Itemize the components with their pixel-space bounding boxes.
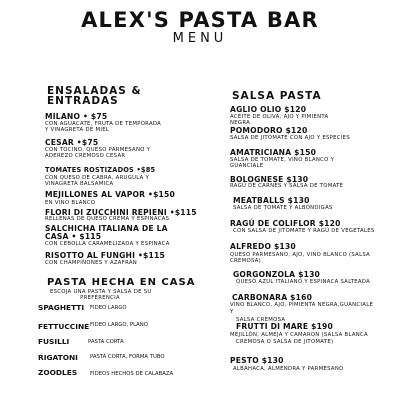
pasta-fettuccine-desc: FIDEO LARGO, PLANO — [90, 322, 148, 328]
salsa-frutti-name: FRUTTI DI MARE $190 — [236, 322, 334, 331]
pasta-spaghetti-desc: FIDEO LARGO — [90, 305, 127, 311]
item-mejillones-desc: EN VINO BLANCO — [45, 200, 96, 206]
item-flori-desc: RELLENAS DE QUESO CREMA Y ESPINACAS — [45, 216, 170, 222]
item-cesar-name: CESAR •$75 — [45, 138, 99, 147]
item-risotto-desc: CON CHAMPIÑONES Y AZAFRÁN — [45, 260, 138, 266]
salsa-meatballs-desc: SALSA DE TOMATE Y ALBÓNDIGAS — [233, 205, 333, 211]
salsa-amatriciana-desc-1: SALSA DE TOMATE, VINO BLANCO Y — [230, 157, 335, 163]
salsa-carbonara-desc-2: Y — [230, 309, 234, 315]
pasta-spaghetti-name: SPAGHETTI — [38, 303, 85, 312]
pasta-casa-intro-1: ESCOJA UNA PASTA Y SALSA DE SU — [50, 289, 152, 295]
salsa-bolognese-name: BOLOGNESE $130 — [230, 175, 309, 184]
salsa-gorgonzola-desc: QUESO AZUL ITALIANO Y ESPINACA SALTEADA — [236, 279, 371, 285]
salsa-coliflor-desc: CON SALSA DE JITOMATE Y RAGÚ DE VEGETALES — [233, 228, 375, 234]
salsa-carbonara-name: CARBONARA $160 — [232, 293, 313, 302]
item-milano-desc-2: Y VINAGRETA DE MIEL — [45, 127, 110, 133]
item-risotto-name: RISOTTO AL FUNGHI •$115 — [45, 251, 165, 260]
item-mejillones-name: MEJILLONES AL VAPOR •$150 — [45, 190, 176, 199]
pasta-zoodles-name: ZOODLES — [38, 368, 78, 377]
item-flori-name: FLORI DI ZUCCHINI REPIENI •$115 — [45, 208, 197, 217]
salsa-aglio-desc-1: ACEITE DE OLIVA, AJO Y PIMIENTA — [230, 114, 329, 120]
item-tomates-name: TOMATES ROSTIZADOS •$85 — [45, 166, 156, 174]
pasta-rigatoni-desc: PASTA CORTA, FORMA TUBO — [90, 354, 165, 360]
salsa-pomodoro-desc: SALSA DE JITOMATE CON AJO Y ESPECIES — [230, 135, 350, 141]
salsa-meatballs-name: MEATBALLS $130 — [233, 196, 310, 205]
pasta-fusilli-desc: PASTA CORTA — [88, 339, 124, 345]
item-tomates-desc-2: VINAGRETA BALSAMICA — [45, 181, 114, 187]
salsa-heading: SALSA PASTA — [232, 90, 322, 102]
pasta-rigatoni-name: RIGATONI — [38, 353, 78, 362]
salsa-aglio-desc-2: NEGRA — [230, 120, 251, 126]
salsa-aglio-name: AGLIO OLIO $120 — [230, 105, 307, 114]
salsa-pomodoro-name: POMODORO $120 — [230, 126, 308, 135]
salsa-amatriciana-desc-2: GUANCIALE — [230, 163, 264, 169]
pasta-casa-heading: PASTA HECHA EN CASA — [47, 277, 196, 288]
salsa-pesto-name: PESTO $130 — [230, 356, 284, 365]
item-cesar-desc-1: CON TOCINO, QUESO PARMESANO Y — [45, 147, 151, 153]
salsa-carbonara-desc-3: SALSA CREMOSA — [236, 317, 286, 323]
salsa-amatriciana-name: AMATRICIANA $150 — [230, 148, 317, 157]
ensaladas-heading-line-2: ENTRADAS — [47, 95, 119, 107]
salsa-bolognese-desc: RAGÚ DE CARNES Y SALSA DE TOMATE — [230, 183, 344, 189]
item-salchicha-name-2: CASA • $115 — [45, 232, 102, 241]
salsa-frutti-desc-1: MEJILLÓN, ALMEJA Y CAMARON (SALSA BLANCA — [230, 332, 368, 338]
salsa-frutti-desc-2: CREMOSA O SALSA DE JITOMATE) — [236, 339, 334, 345]
pasta-casa-intro-2: PREFERENCIA — [80, 295, 120, 301]
salsa-alfredo-desc-1: QUESO PARMESANO, AJO, VINO BLANCO (SALSA — [230, 252, 371, 258]
salsa-alfredo-name: ALFREDO $130 — [230, 242, 296, 251]
menu-subtitle: MENU — [172, 31, 228, 46]
item-milano-desc-1: CON AGUACATE, FRUTA DE TEMPORADA — [45, 121, 162, 127]
restaurant-title: ALEX'S PASTA BAR — [81, 8, 319, 32]
item-cesar-desc-2: ADEREZO CREMOSO CESAR — [45, 153, 126, 159]
item-salchicha-name-1: SALCHICHA ITALIANA DE LA — [45, 224, 168, 233]
ensaladas-heading-line-1: ENSALADAS & — [47, 85, 142, 97]
salsa-coliflor-name: RAGÚ DE COLIFLOR $120 — [230, 219, 341, 228]
salsa-gorgonzola-name: GORGONZOLA $130 — [233, 270, 321, 279]
pasta-fettuccine-name: FETTUCCINE — [38, 322, 90, 331]
salsa-alfredo-desc-2: CREMOSA) — [230, 258, 262, 264]
item-salchicha-desc: CON CEBOLLA CARAMELIZADA Y ESPINACA — [45, 241, 170, 247]
pasta-fusilli-name: FUSILLI — [38, 337, 70, 346]
pasta-zoodles-desc: FIDEOS HECHOS DE CALABAZA — [90, 371, 174, 377]
item-milano-name: MILANO • $75 — [45, 112, 108, 121]
item-tomates-desc-1: CON QUESO DE CABRA, ARUGULA Y — [45, 175, 150, 181]
salsa-pesto-desc: ALBAHACA, ALMENDRA Y PARMESANO — [233, 366, 344, 372]
salsa-carbonara-desc-1: VINO BLANCO, AJO, PIMIENTA NEGRA,GUANCIALE — [230, 302, 374, 308]
